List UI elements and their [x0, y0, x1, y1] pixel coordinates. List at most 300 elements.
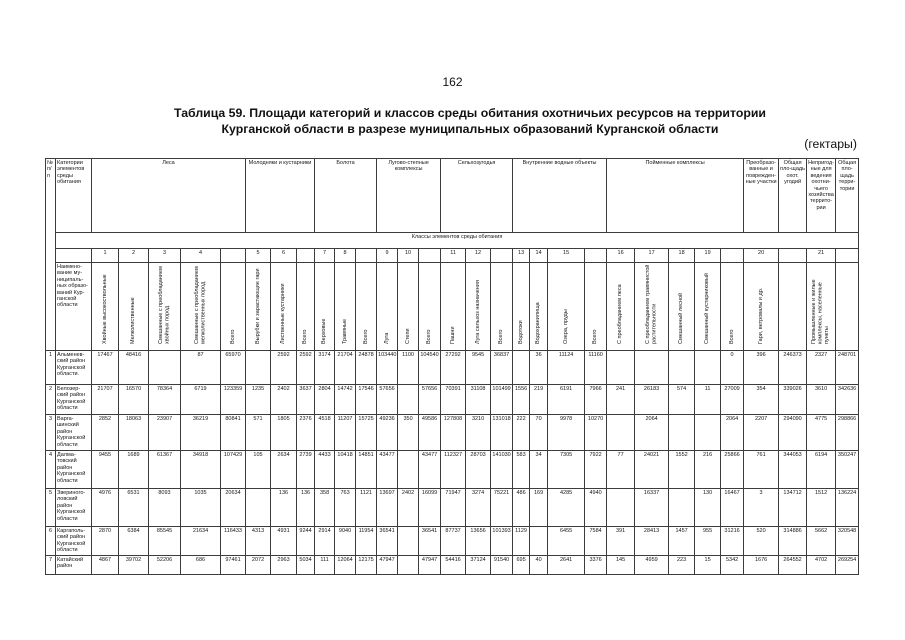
value-cell: 16337 — [635, 489, 669, 527]
value-cell: 219 — [530, 385, 548, 415]
class-name-cell — [779, 263, 807, 351]
value-cell: 21707 — [92, 385, 119, 415]
class-number: 20 — [744, 249, 779, 263]
class-number: 1 — [92, 249, 119, 263]
class-name-label: Вырубки и зарастающие гари — [254, 268, 261, 344]
class-number — [779, 249, 807, 263]
class-name-cell — [836, 263, 859, 351]
value-cell: 112327 — [441, 451, 466, 489]
class-name-label: Всего — [728, 329, 735, 344]
value-cell: 2327 — [807, 351, 836, 385]
value-cell: 21704 — [335, 351, 356, 385]
value-cell: 75221 — [491, 489, 513, 527]
group-header: Внутренние водные объекты — [513, 159, 607, 233]
table-row — [46, 415, 859, 451]
group-header: Молодняки и кустарники — [246, 159, 315, 233]
header-category: Категории элементов среды обитания — [56, 159, 92, 233]
value-cell: 1552 — [669, 451, 695, 489]
table-row — [46, 451, 859, 489]
row-number: 7 — [46, 555, 56, 574]
class-name-cell — [297, 263, 315, 351]
value-cell: 396 — [744, 351, 779, 385]
class-number: 10 — [398, 249, 419, 263]
class-number: 13 — [513, 249, 530, 263]
value-cell: 2804 — [315, 385, 335, 415]
class-name-cell — [441, 263, 466, 351]
value-cell: 298866 — [836, 415, 859, 451]
value-cell: 10418 — [335, 451, 356, 489]
value-cell: 14742 — [335, 385, 356, 415]
class-name-cell — [315, 263, 335, 351]
value-cell: 145 — [607, 555, 635, 574]
value-cell: 101393 — [491, 527, 513, 556]
class-name-cell — [548, 263, 585, 351]
value-cell: 77 — [607, 451, 635, 489]
value-cell: 24021 — [635, 451, 669, 489]
value-cell: 57656 — [419, 385, 441, 415]
class-number: 9 — [377, 249, 398, 263]
value-cell: 7966 — [585, 385, 607, 415]
value-cell: 3376 — [585, 555, 607, 574]
header-row-categories — [46, 159, 859, 233]
value-cell: 87 — [181, 351, 221, 385]
class-number: 3 — [149, 249, 181, 263]
class-name-label: Всего — [362, 329, 369, 344]
value-cell — [669, 415, 695, 451]
value-cell: 130 — [695, 489, 721, 527]
value-cell: 1121 — [356, 489, 377, 527]
value-cell: 2634 — [271, 451, 297, 489]
value-cell: 36837 — [491, 351, 513, 385]
value-cell: 107429 — [221, 451, 246, 489]
value-cell: 91540 — [491, 555, 513, 574]
value-cell: 116433 — [221, 527, 246, 556]
value-cell: 54416 — [441, 555, 466, 574]
value-cell: 34 — [530, 451, 548, 489]
row-number: 5 — [46, 489, 56, 527]
value-cell: 71947 — [441, 489, 466, 527]
value-cell — [246, 489, 271, 527]
value-cell: 11954 — [356, 527, 377, 556]
class-name-cell — [377, 263, 398, 351]
class-name-label: Смешанные с преобладанием мелколиственных пород — [194, 266, 207, 344]
class-number — [721, 249, 744, 263]
value-cell: 136 — [297, 489, 315, 527]
value-cell — [695, 415, 721, 451]
value-cell — [635, 351, 669, 385]
value-cell: 314886 — [779, 527, 807, 556]
value-cell: 4867 — [92, 555, 119, 574]
table-body — [46, 351, 859, 575]
value-cell: 3 — [744, 489, 779, 527]
row-number: 6 — [46, 527, 56, 556]
value-cell: 2376 — [297, 415, 315, 451]
value-cell — [607, 351, 635, 385]
class-number: 11 — [441, 249, 466, 263]
value-cell: 1235 — [246, 385, 271, 415]
value-cell: 2592 — [271, 351, 297, 385]
class-name-cell — [530, 263, 548, 351]
value-cell: 4959 — [635, 555, 669, 574]
value-cell: 9040 — [335, 527, 356, 556]
class-name-label: Всего — [229, 329, 236, 344]
value-cell — [530, 527, 548, 556]
value-cell: 36541 — [377, 527, 398, 556]
value-cell: 695 — [513, 555, 530, 574]
group-header: Сельхозугодья — [441, 159, 513, 233]
value-cell — [669, 489, 695, 527]
class-number — [491, 249, 513, 263]
header-no: № п/п — [46, 159, 56, 351]
classes-header: Классы элементов среды обитания — [56, 233, 859, 249]
value-cell: 31216 — [721, 527, 744, 556]
value-cell: 2963 — [271, 555, 297, 574]
value-cell: 4775 — [807, 415, 836, 451]
value-cell: 24878 — [356, 351, 377, 385]
value-cell: 43477 — [419, 451, 441, 489]
value-cell: 40 — [530, 555, 548, 574]
value-cell: 28413 — [635, 527, 669, 556]
class-name-label: Мелколиственные — [130, 297, 137, 344]
value-cell: 104540 — [419, 351, 441, 385]
value-cell: 70391 — [441, 385, 466, 415]
value-cell: 2852 — [92, 415, 119, 451]
value-cell: 4285 — [548, 489, 585, 527]
value-cell: 43477 — [377, 451, 398, 489]
value-cell: 111 — [315, 555, 335, 574]
value-cell — [149, 351, 181, 385]
value-cell: 571 — [246, 415, 271, 451]
class-name-label: Гари, ветровалы и др. — [757, 287, 764, 344]
value-cell: 123359 — [221, 385, 246, 415]
class-number — [585, 249, 607, 263]
group-header: Леса — [92, 159, 246, 233]
value-cell: 70 — [530, 415, 548, 451]
class-name-label: Всего — [302, 329, 309, 344]
value-cell: 246373 — [779, 351, 807, 385]
class-name-cell — [669, 263, 695, 351]
value-cell: 27292 — [441, 351, 466, 385]
class-number: 7 — [315, 249, 335, 263]
value-cell: 48416 — [119, 351, 149, 385]
value-cell: 354 — [744, 385, 779, 415]
class-name-cell — [221, 263, 246, 351]
class-name-cell — [92, 263, 119, 351]
value-cell: 763 — [335, 489, 356, 527]
value-cell: 16099 — [419, 489, 441, 527]
value-cell: 65970 — [221, 351, 246, 385]
value-cell: 320548 — [836, 527, 859, 556]
class-name-cell — [635, 263, 669, 351]
value-cell: 2641 — [548, 555, 585, 574]
class-name-cell — [585, 263, 607, 351]
value-cell: 105 — [246, 451, 271, 489]
value-cell: 686 — [181, 555, 221, 574]
value-cell: 4433 — [315, 451, 335, 489]
value-cell: 264552 — [779, 555, 807, 574]
table-header — [46, 159, 859, 351]
class-name-cell — [181, 263, 221, 351]
table-row — [46, 527, 859, 556]
value-cell: 11 — [695, 385, 721, 415]
class-name-cell — [607, 263, 635, 351]
group-header: Общая пло-щадь охот. угодий — [779, 159, 807, 233]
class-name-label: Водохранилища — [535, 302, 542, 344]
value-cell: 27009 — [721, 385, 744, 415]
group-header: Болота — [315, 159, 377, 233]
value-cell: 7584 — [585, 527, 607, 556]
class-name-cell — [721, 263, 744, 351]
value-cell: 131018 — [491, 415, 513, 451]
value-cell: 520 — [744, 527, 779, 556]
class-number: 5 — [246, 249, 271, 263]
value-cell — [398, 527, 419, 556]
class-name-label: Водотоки — [517, 320, 524, 344]
value-cell: 87737 — [441, 527, 466, 556]
table-title-line-1: Таблица 59. Площади категорий и классов среды обитания охотничьих ресурсов на территории — [174, 106, 766, 120]
value-cell: 216 — [695, 451, 721, 489]
value-cell: 9455 — [92, 451, 119, 489]
class-number — [419, 249, 441, 263]
value-cell: 358 — [315, 489, 335, 527]
value-cell: 28703 — [466, 451, 491, 489]
value-cell: 1457 — [669, 527, 695, 556]
value-cell: 2064 — [721, 415, 744, 451]
class-name-label: Смешанный кустарниковый — [704, 273, 711, 344]
class-number: 2 — [119, 249, 149, 263]
municipality-name: Белозер-ский район Курганской области — [56, 385, 92, 415]
class-name-cell — [491, 263, 513, 351]
group-header: Преобразо-ванные и поврежден-ные участки — [744, 159, 779, 233]
value-cell: 52206 — [149, 555, 181, 574]
value-cell: 574 — [669, 385, 695, 415]
municipality-name: Каргаполь-ский район Курганской области — [56, 527, 92, 556]
class-number: 18 — [669, 249, 695, 263]
value-cell: 26183 — [635, 385, 669, 415]
table-title — [40, 106, 900, 137]
class-name-label: Хвойные высокоствольные — [101, 274, 108, 344]
value-cell: 1035 — [181, 489, 221, 527]
value-cell: 3274 — [466, 489, 491, 527]
value-cell: 7305 — [548, 451, 585, 489]
class-name-cell — [695, 263, 721, 351]
value-cell: 47947 — [419, 555, 441, 574]
class-name-cell — [398, 263, 419, 351]
class-name-label: Лиственные кустарники — [280, 283, 287, 344]
value-cell: 78364 — [149, 385, 181, 415]
value-cell: 7922 — [585, 451, 607, 489]
value-cell: 223 — [669, 555, 695, 574]
value-cell: 25866 — [721, 451, 744, 489]
class-name-label: Озера, пруды — [562, 309, 569, 344]
value-cell: 0 — [721, 351, 744, 385]
table-row — [46, 555, 859, 574]
class-number: 17 — [635, 249, 669, 263]
class-name-label: Всего — [498, 329, 505, 344]
group-header: Пойменные комплексы — [607, 159, 744, 233]
class-name-label: Смешанные с преобладанием хвойных пород — [158, 266, 171, 344]
value-cell: 23907 — [149, 415, 181, 451]
value-cell: 18063 — [119, 415, 149, 451]
class-name-label: Промышленные и жилые комплексы, населенные пункты — [811, 279, 831, 344]
value-cell: 6531 — [119, 489, 149, 527]
value-cell: 241 — [607, 385, 635, 415]
value-cell: 101499 — [491, 385, 513, 415]
class-name-label: Пашни — [449, 326, 456, 344]
value-cell: 4940 — [585, 489, 607, 527]
class-name-label: С преобладанием травянистой растительности — [645, 264, 658, 344]
value-cell: 8093 — [149, 489, 181, 527]
municipality-name: Звериного-ловский район Курганской области — [56, 489, 92, 527]
class-name-cell — [513, 263, 530, 351]
class-name-cell — [246, 263, 271, 351]
value-cell: 3210 — [466, 415, 491, 451]
value-cell: 9978 — [548, 415, 585, 451]
municipality-name: Альменев-ский район Курганской области. — [56, 351, 92, 385]
unit-label: (гектары) — [804, 137, 857, 151]
value-cell: 222 — [513, 415, 530, 451]
value-cell — [607, 415, 635, 451]
page-number: 162 — [442, 75, 463, 89]
value-cell: 9545 — [466, 351, 491, 385]
value-cell: 2870 — [92, 527, 119, 556]
value-cell: 1676 — [744, 555, 779, 574]
value-cell: 1556 — [513, 385, 530, 415]
value-cell: 36219 — [181, 415, 221, 451]
class-name-label: Всего — [426, 329, 433, 344]
value-cell: 13656 — [466, 527, 491, 556]
value-cell: 21634 — [181, 527, 221, 556]
table-row — [46, 385, 859, 415]
class-name-label: Смешанный лесной — [678, 292, 685, 344]
municipality-name: Варга-шинский район Курганской области — [56, 415, 92, 451]
value-cell: 14851 — [356, 451, 377, 489]
class-number: 19 — [695, 249, 721, 263]
value-cell: 16570 — [119, 385, 149, 415]
value-cell — [669, 351, 695, 385]
municipality-name: Далма-товский район Курганской области — [56, 451, 92, 489]
value-cell: 11160 — [585, 351, 607, 385]
value-cell: 248701 — [836, 351, 859, 385]
value-cell: 1689 — [119, 451, 149, 489]
value-cell — [398, 385, 419, 415]
value-cell: 3637 — [297, 385, 315, 415]
value-cell: 350247 — [836, 451, 859, 489]
class-number: 4 — [181, 249, 221, 263]
class-number — [836, 249, 859, 263]
value-cell: 4518 — [315, 415, 335, 451]
value-cell: 127808 — [441, 415, 466, 451]
value-cell: 6191 — [548, 385, 585, 415]
value-cell: 342636 — [836, 385, 859, 415]
header-category-spacer — [56, 249, 92, 263]
value-cell: 47947 — [377, 555, 398, 574]
row-number: 1 — [46, 351, 56, 385]
row-number: 2 — [46, 385, 56, 415]
habitat-area-table — [45, 158, 859, 575]
value-cell: 136224 — [836, 489, 859, 527]
value-cell: 2402 — [398, 489, 419, 527]
value-cell: 6719 — [181, 385, 221, 415]
row-number: 3 — [46, 415, 56, 451]
value-cell: 57656 — [377, 385, 398, 415]
value-cell: 103440 — [377, 351, 398, 385]
value-cell: 13697 — [377, 489, 398, 527]
value-cell: 12064 — [335, 555, 356, 574]
value-cell: 136 — [271, 489, 297, 527]
value-cell: 3174 — [315, 351, 335, 385]
header-row-class-numbers — [46, 249, 859, 263]
value-cell: 3610 — [807, 385, 836, 415]
value-cell: 31108 — [466, 385, 491, 415]
class-name-label: С преобладанием леса — [617, 284, 624, 344]
value-cell: 15725 — [356, 415, 377, 451]
class-number: 12 — [466, 249, 491, 263]
value-cell: 141030 — [491, 451, 513, 489]
table-title-line-2: Курганской области в разрезе муниципальных образований Курганской области — [221, 121, 719, 136]
class-name-label: Луга сельхоз назначения — [474, 280, 481, 344]
value-cell: 49586 — [419, 415, 441, 451]
class-name-cell — [466, 263, 491, 351]
value-cell: 2739 — [297, 451, 315, 489]
class-name-cell — [271, 263, 297, 351]
value-cell — [398, 451, 419, 489]
class-number: 21 — [807, 249, 836, 263]
value-cell: 391 — [607, 527, 635, 556]
table-row — [46, 489, 859, 527]
value-cell: 10270 — [585, 415, 607, 451]
value-cell: 134712 — [779, 489, 807, 527]
class-number: 14 — [530, 249, 548, 263]
value-cell: 339026 — [779, 385, 807, 415]
value-cell — [513, 351, 530, 385]
value-cell: 36 — [530, 351, 548, 385]
group-header: Лугово-степные комплексы — [377, 159, 441, 233]
value-cell: 1805 — [271, 415, 297, 451]
class-name-cell — [807, 263, 836, 351]
class-number: 15 — [548, 249, 585, 263]
class-name-cell — [335, 263, 356, 351]
class-number — [297, 249, 315, 263]
table-row — [46, 351, 859, 385]
value-cell: 20634 — [221, 489, 246, 527]
value-cell: 34918 — [181, 451, 221, 489]
value-cell: 36541 — [419, 527, 441, 556]
value-cell: 6455 — [548, 527, 585, 556]
value-cell: 4931 — [271, 527, 297, 556]
value-cell: 350 — [398, 415, 419, 451]
value-cell: 2402 — [271, 385, 297, 415]
value-cell: 37124 — [466, 555, 491, 574]
header-municipality-name: Наимено-вание му-ниципаль-ных образо-ваний Кур-ганской области — [56, 263, 92, 351]
value-cell: 4976 — [92, 489, 119, 527]
value-cell: 2914 — [315, 527, 335, 556]
value-cell: 39702 — [119, 555, 149, 574]
value-cell: 761 — [744, 451, 779, 489]
value-cell: 15 — [695, 555, 721, 574]
class-number — [356, 249, 377, 263]
value-cell — [246, 351, 271, 385]
value-cell: 4313 — [246, 527, 271, 556]
class-number — [221, 249, 246, 263]
group-header: Непригод-ные для ведения охотни-чьего хозяйства террито-рии — [807, 159, 836, 233]
value-cell: 49236 — [377, 415, 398, 451]
value-cell: 61367 — [149, 451, 181, 489]
value-cell: 5662 — [807, 527, 836, 556]
value-cell: 11124 — [548, 351, 585, 385]
class-number: 8 — [335, 249, 356, 263]
value-cell: 1512 — [807, 489, 836, 527]
